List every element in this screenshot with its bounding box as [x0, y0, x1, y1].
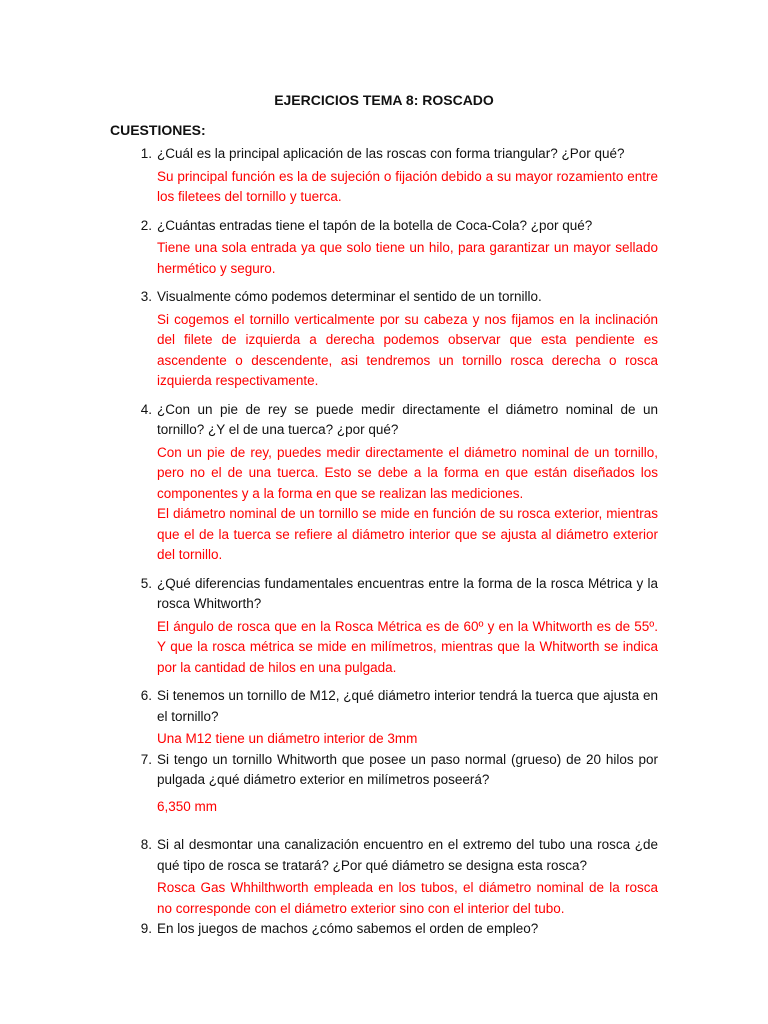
question-number: 5.: [140, 575, 152, 591]
question-item: [132, 574, 658, 679]
answer-text: Su principal función es la de sujeción o fijación debido a su mayor rozamiento entre los filetees del tornillo y tuerca.: [157, 168, 658, 204]
question-text: Si tenemos un tornillo de M12, ¿qué diámetro interior tendrá la tuerca que ajusta en el tornillo?: [157, 688, 658, 724]
answer-text: Rosca Gas Whhilthworth empleada en los tubos, el diámetro nominal de la rosca no corresponde con el diámetro exterior sino con el interior del tubo.: [157, 880, 658, 916]
question-text: Si al desmontar una canalización encuentro en el extremo del tubo una rosca ¿de qué tipo de rosca se tratará? ¿Por qué diámetro se designa esta rosca?: [157, 837, 658, 873]
question-number: 1.: [140, 146, 152, 161]
question-text: ¿Qué diferencias fundamentales encuentras entre la forma de la rosca Métrica y la rosca Whitworth?: [157, 575, 658, 611]
answer-text: Con un pie de rey, puedes medir directamente el diámetro nominal de un tornillo, pero no el de una tuerca. Esto se debe a la forma en que están diseñados los componentes y a la forma en que se realizan las mediciones.: [157, 444, 658, 501]
question-text: Si tengo un tornillo Whitworth que posee un paso normal (grueso) de 20 hilos por pulgada ¿qué diámetro exterior en milímetros poseerá?: [157, 751, 658, 787]
question-text: ¿Cuántas entradas tiene el tapón de la botella de Coca-Cola? ¿por qué?: [157, 217, 593, 233]
question-item: [132, 400, 658, 566]
answer-text: Si cogemos el tornillo verticalmente por su cabeza y nos fijamos en la inclinación del filete de izquierda a derecha podemos observar que esta pendiente es ascendente o descendente, asi tendremos un tornillo rosca derecha o rosca izquierda respectivamente.: [157, 311, 658, 388]
question-number: 6.: [140, 688, 152, 703]
answer-text: Tiene una sola entrada ya que solo tiene un hilo, para garantizar un mayor sellado hermético y seguro.: [157, 240, 658, 276]
question-text: En los juegos de machos ¿cómo sabemos el orden de empleo?: [157, 921, 539, 936]
answer-text: Una M12 tiene un diámetro interior de 3mm: [157, 731, 418, 746]
answer-text: 6,350 mm: [157, 798, 218, 814]
question-text: ¿Con un pie de rey se puede medir directamente el diámetro nominal de un tornillo? ¿Y el de una tuerca? ¿por qué?: [157, 401, 658, 437]
answer-text: El diámetro nominal de un tornillo se mide en función de su rosca exterior, mientras que el de la tuerca se refiere al diámetro interior que se ajusta al diámetro exterior del tornillo.: [157, 506, 658, 562]
question-text: Visualmente cómo podemos determinar el sentido de un tornillo.: [157, 289, 542, 304]
question-number: 4.: [140, 401, 152, 417]
question-number: 2.: [140, 217, 152, 233]
question-item: [132, 216, 658, 280]
question-number: 3.: [140, 289, 152, 304]
question-number: 8.: [140, 837, 152, 852]
document-title: EJERCICIOS TEMA 8: ROSCADO: [274, 92, 494, 108]
question-item: [132, 835, 658, 919]
question-number: 7.: [140, 751, 152, 767]
question-number: 9.: [140, 921, 152, 936]
question-item: [132, 750, 658, 818]
question-item: [132, 919, 658, 940]
question-item: [132, 686, 658, 750]
question-item: [132, 144, 658, 208]
question-text: ¿Cuál es la principal aplicación de las roscas con forma triangular? ¿Por qué?: [157, 146, 625, 161]
question-item: [132, 287, 658, 392]
answer-text: El ángulo de rosca que en la Rosca Métrica es de 60º y en la Whitworth es de 55º. Y que la rosca métrica se mide en milímetros, mientras que la Whitworth se indica por la cantidad de hilos en una pulgada.: [157, 618, 658, 675]
section-heading: CUESTIONES:: [110, 122, 206, 138]
question-list: [132, 144, 658, 940]
